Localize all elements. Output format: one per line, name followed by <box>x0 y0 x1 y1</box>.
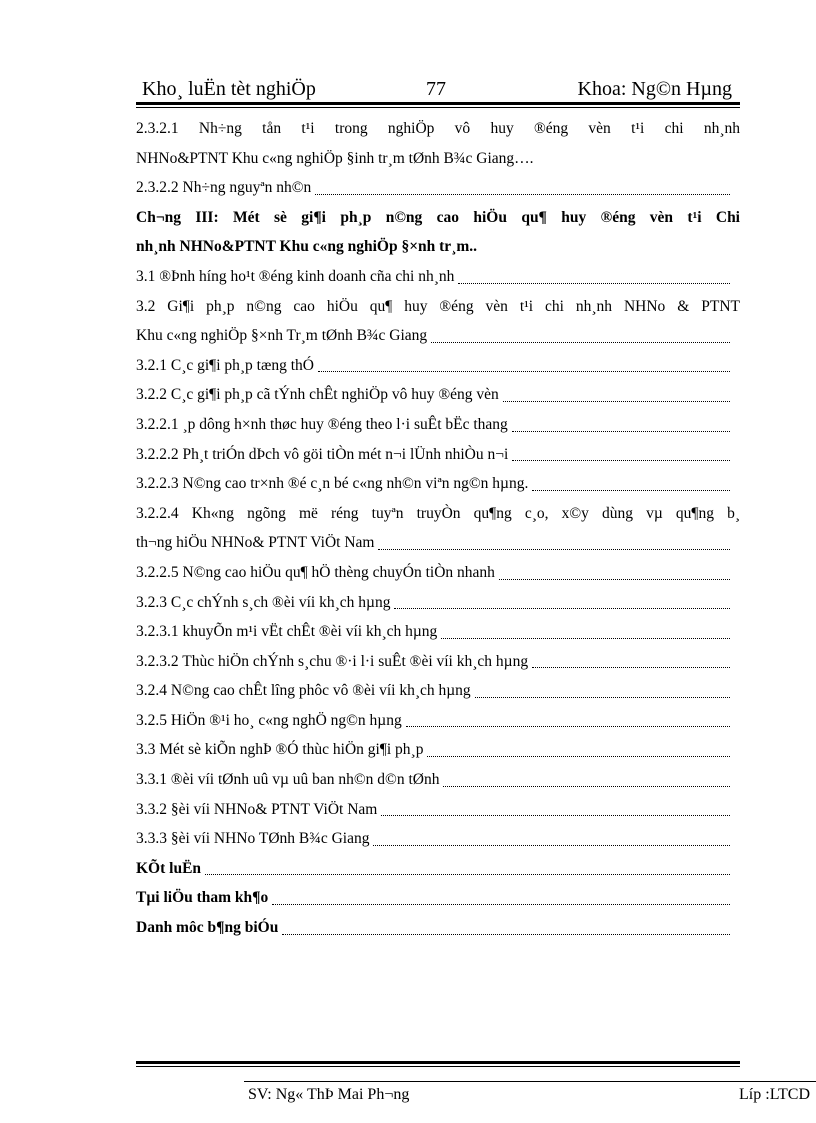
header-page-number: 77 <box>426 78 446 100</box>
toc-dot-leader <box>431 340 730 343</box>
toc-entry-text: Khu c«ng nghiÖp §×nh Tr¸m tØnh B¾c Giang <box>136 327 428 345</box>
toc-entry <box>136 262 740 292</box>
toc-dot-leader <box>381 813 730 816</box>
toc-entry <box>136 617 740 647</box>
toc-dot-leader <box>532 665 730 668</box>
toc-entry <box>136 647 740 677</box>
footer-rule-thin <box>136 1066 740 1067</box>
toc-entry <box>136 203 740 233</box>
toc-entry <box>136 528 740 558</box>
toc-entry-text: th¬ng hiÖu NHNo& PTNT ViÖt Nam <box>136 534 375 552</box>
toc-entry <box>136 795 740 825</box>
toc-entry <box>136 440 740 470</box>
toc-entry-text: nh¸nh NHNo&PTNT Khu c«ng nghiÖp §×nh tr¸m.. <box>136 238 478 256</box>
toc-dot-leader <box>205 872 730 875</box>
toc-entry <box>136 173 740 203</box>
toc-entry <box>136 321 740 351</box>
toc-dot-leader <box>406 724 730 727</box>
toc-entry <box>136 469 740 499</box>
header-rule-thin <box>136 107 740 108</box>
toc-entry-text: 3.1 ®Þnh híng ho¹t ®éng kinh doanh cña chi nh¸nh <box>136 267 455 285</box>
toc-dot-leader <box>318 369 730 372</box>
header-rule-thick <box>136 102 740 105</box>
toc-dot-leader <box>427 754 730 757</box>
toc-entry-text: 3.2.3.2 Thùc hiÖn chÝnh s¸chu ®·i l·i suÊt ®èi víi kh¸ch hµng <box>136 652 529 670</box>
toc-entry <box>136 499 740 529</box>
toc-entry <box>136 558 740 588</box>
footer-rule-line <box>244 1081 816 1082</box>
toc-dot-leader <box>373 843 730 846</box>
toc-entry-text: 3.2.3 C¸c chÝnh s¸ch ®èi víi kh¸ch hµng <box>136 593 391 611</box>
toc-entry <box>136 144 740 174</box>
footer-rule-thick <box>136 1061 740 1064</box>
toc-dot-leader <box>532 488 730 491</box>
toc-entry-text: 2.3.2.1 Nh÷ng tån t¹i trong nghiÖp vô huy ®éng vèn t¹i chi nh¸nh <box>136 120 740 137</box>
toc-dot-leader <box>272 902 730 905</box>
toc-entry-text: KÕt luËn <box>136 859 202 877</box>
toc-dot-leader <box>443 784 730 787</box>
footer-class: Líp :LTCD <box>739 1086 810 1103</box>
toc-entry-text: 2.3.2.2 Nh÷ng nguyªn nh©n <box>136 179 312 197</box>
toc-dot-leader <box>458 281 730 284</box>
toc-entry <box>136 232 740 262</box>
toc-dot-leader <box>315 192 730 195</box>
toc-entry <box>136 765 740 795</box>
toc-entry <box>136 292 740 322</box>
toc-entry-text: NHNo&PTNT Khu c«ng nghiÖp §inh tr¸m tØnh B¾c Giang…. <box>136 149 534 167</box>
toc-entry-text: Ch¬ng III: Mét sè gi¶i ph¸p n©ng cao hiÖu qu¶ huy ®éng vèn t¹i Chi <box>136 208 740 226</box>
toc-dot-leader <box>499 577 730 580</box>
toc-entry <box>136 676 740 706</box>
toc-dot-leader <box>394 606 730 609</box>
toc-entry-text: 3.2.4 N©ng cao chÊt lîng phôc vô ®èi víi kh¸ch hµng <box>136 682 471 700</box>
footer-student-name: SV: Ng« ThÞ Mai Ph¬ng <box>248 1086 410 1103</box>
toc-entry-text: Danh môc b¶ng biÓu <box>136 919 279 937</box>
table-of-contents <box>136 114 740 943</box>
toc-dot-leader <box>475 695 730 698</box>
toc-entry-text: 3.2.2.1 ¸p dông h×nh thøc huy ®éng theo l·i suÊt bËc thang <box>136 415 508 433</box>
toc-entry <box>136 588 740 618</box>
toc-dot-leader <box>503 399 730 402</box>
toc-entry-text: 3.2.2 C¸c gi¶i ph¸p cã tÝnh chÊt nghiÖp vô huy ®éng vèn <box>136 386 499 404</box>
header-faculty: Khoa: Ng©n Hµng <box>577 78 732 100</box>
toc-entry <box>136 380 740 410</box>
toc-entry-text: 3.2.1 C¸c gi¶i ph¸p tæng thÓ <box>136 356 314 374</box>
toc-entry-text: 3.2.2.3 N©ng cao tr×nh ®é c¸n bé c«ng nh©n viªn ng©n hµng. <box>136 475 529 493</box>
toc-entry <box>136 351 740 381</box>
toc-entry <box>136 410 740 440</box>
toc-entry <box>136 883 740 913</box>
toc-entry-text: 3.3.3 §èi víi NHNo TØnh B¾c Giang <box>136 830 370 848</box>
toc-entry-text: 3.2.2.2 Ph¸t triÓn dÞch vô göi tiÒn mét n¬i lÜnh nhiÒu n¬i <box>136 445 509 463</box>
toc-entry <box>136 114 740 144</box>
toc-entry <box>136 913 740 943</box>
toc-entry-text: 3.3.1 ®èi víi tØnh uû vµ uû ban nh©n d©n tØnh <box>136 771 440 789</box>
toc-entry <box>136 706 740 736</box>
toc-entry-text: 3.2 Gi¶i ph¸p n©ng cao hiÖu qu¶ huy ®éng vèn t¹i chi nh¸nh NHNo & PTNT <box>136 297 740 315</box>
toc-entry-text: Tµi liÖu tham kh¶o <box>136 889 269 907</box>
toc-entry-text: 3.2.2.5 N©ng cao hiÖu qu¶ hÖ thèng chuyÓn tiÒn nhanh <box>136 563 495 581</box>
toc-entry-text: 3.2.5 HiÖn ®¹i ho¸ c«ng nghÖ ng©n hµng <box>136 711 402 729</box>
toc-dot-leader <box>512 458 730 461</box>
toc-dot-leader <box>512 429 730 432</box>
toc-entry-text: 3.2.3.1 khuyÕn m¹i vËt chÊt ®èi víi kh¸ch hµng <box>136 623 438 641</box>
toc-entry <box>136 854 740 884</box>
toc-entry-text: 3.2.2.4 Kh«ng ngõng më réng tuyªn truyÒn qu¶ng c¸o, x©y dùng vµ qu¶ng b¸ <box>136 504 740 522</box>
header-thesis-title: Kho¸ luËn tèt nghiÖp <box>142 78 316 100</box>
page-header <box>136 76 740 102</box>
toc-dot-leader <box>378 547 730 550</box>
toc-entry-text: 3.3.2 §èi víi NHNo& PTNT ViÖt Nam <box>136 800 378 818</box>
toc-dot-leader <box>441 636 730 639</box>
toc-entry-text: 3.3 Mét sè kiÕn nghÞ ®Ó thùc hiÖn gi¶i ph¸p <box>136 741 424 759</box>
toc-dot-leader <box>282 932 730 935</box>
toc-entry <box>136 824 740 854</box>
toc-entry <box>136 735 740 765</box>
